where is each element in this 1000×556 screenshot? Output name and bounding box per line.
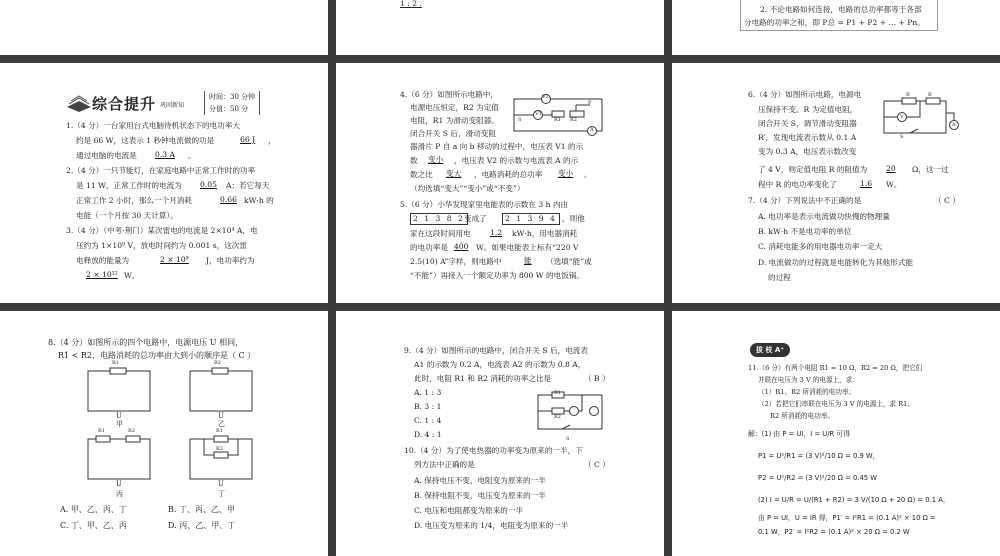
q8-text: 8.（4 分）如图所示的四个电路中，电源电压 U 相同， [48, 338, 244, 347]
q9-text: 此时，电阻 R1 和 R2 消耗的功率之比是 [414, 374, 552, 383]
label-u: U [116, 412, 122, 420]
q5-text: W。如果电能表上标有“220 V [476, 243, 579, 252]
q6-label: R′ [928, 92, 933, 98]
panel-comprehensive [0, 63, 328, 303]
q7-option: B. kW·h 不是电功率的单位 [758, 227, 852, 236]
q5-text: 的电功率是 [410, 243, 448, 252]
q2-answer: 0.66 [220, 195, 237, 204]
time-score-box [204, 91, 260, 115]
q5-text: kW·h，用电器消耗 [512, 229, 578, 238]
q5-text: ，则他 [562, 214, 585, 223]
label-u: U [218, 412, 224, 420]
q8-option: B. 丁、丙、乙、甲 [168, 505, 235, 514]
q4-label: R1 [554, 117, 561, 123]
q4-label: P [588, 100, 592, 106]
q11-text: （2）若把它们串联在电压为 3 V 的电源上，求 R1、 [758, 400, 914, 408]
q7-text: 7.（4 分）下列说法中不正确的是 [748, 196, 862, 205]
q7-option: D. 电流做功的过程就是电能转化为其他形式能 [758, 258, 913, 267]
q6-answer: 1.6 [860, 179, 873, 188]
q6-label: R [906, 92, 910, 98]
panel-q11 [672, 311, 1000, 556]
q11-text: R2 所消耗的电功率。 [770, 412, 835, 420]
solution-line: P1 = U²/R1 = (3 V)²/10 Ω = 0.9 W， [758, 452, 880, 460]
q4-text: ，电路消耗的总功率 [474, 170, 543, 179]
q4-label: V2 [542, 94, 549, 100]
q6-circuit-diagram [880, 93, 960, 141]
solution-line: 解：(1) 由 P = UI，I = U/R 可得 [748, 430, 850, 438]
q4-text: 闭合开关 S 后，滑动变阻 [410, 129, 496, 138]
q7-answer: （ C ） [934, 196, 960, 205]
q4-text: 数之比 [410, 170, 433, 179]
q9-option: A. 1 : 3 [414, 388, 442, 397]
q7-option: A. 电功率是表示电流做功快慢的物理量 [758, 212, 890, 221]
q2-text: 正常工作 2 小时，那么一个月消耗 [76, 196, 192, 205]
panel-top-middle [336, 0, 664, 55]
q6-text: 变为 0.3 A，电压表示数改变 [758, 147, 857, 156]
q3-text: 电释放的能量为 [76, 256, 130, 265]
book-icon [66, 93, 92, 113]
q9-label: R1 [554, 390, 561, 396]
q7-option: C. 消耗电能多的用电器电功率一定大 [758, 242, 883, 251]
solution-line: 由 P = UI，U = IR 得，P1′ = I²R1 = (0.1 A)² × 10 Ω = [758, 514, 936, 522]
q9-text: A1 的示数为 0.2 A，电流表 A2 的示数为 0.8 A， [414, 360, 586, 369]
q3-text: 3.（4 分）（中考·荆门）某次雷电的电流是 2×10⁴ A，电 [66, 226, 258, 235]
q3-answer: 2 × 10⁹ [160, 255, 189, 264]
answer-fragment: 1 : 2 . [400, 0, 422, 8]
q6-text: R′，发现电流表示数从 0.1 A [758, 133, 857, 142]
q1-text: 1.（4 分）一台家用台式电脑待机状态下的电功率大 [66, 121, 240, 130]
q10-option: B. 保持电阻不变，电压变为原来的一半 [414, 491, 546, 500]
q9-text: 9.（4 分）如图所示的电路中，闭合开关 S 后，电流表 [404, 346, 588, 355]
q8-circuits [80, 360, 260, 493]
q8-text: R1 < R2，电路消耗的总功率由大到小的顺序是（ C ） [58, 351, 256, 360]
label-r2: R2 [214, 360, 221, 366]
q1-text: 约是 66 W，这表示 1 秒钟电流做的功是 [76, 136, 215, 145]
q1-text: ， [268, 136, 276, 145]
q5-answer: 400 [454, 242, 469, 251]
q2-text: 2.（4 分）一只节能灯，在家庭电路中正常工作时的功率 [66, 166, 256, 175]
circuit-label-yi: 乙 [218, 420, 225, 428]
label-u: U [218, 480, 224, 488]
q3-text: W。 [124, 271, 140, 280]
q4-answer: 变小 [428, 155, 444, 164]
q4-answer: 变大 [446, 169, 462, 178]
q2-answer: 0.05 [200, 180, 217, 189]
q10-answer: （ C ） [584, 460, 610, 469]
q11-text: （1）R1、R2 所消耗的电功率； [758, 388, 856, 396]
section-subtitle: 巩固新知 [160, 102, 185, 109]
solution-line: (2) I = U/R = U/(R1 + R2) = 3 V/(10 Ω + 20 Ω) = 0.1 A， [758, 496, 950, 504]
q8-option: D. 丙、乙、甲、丁 [168, 521, 236, 530]
q6-text: 压保持不变。R 为定值电阻， [758, 105, 858, 114]
q10-text: 列方法中正确的是 [414, 460, 475, 469]
q9-option: D. 4 : 1 [414, 430, 442, 439]
q5-answer: 1.2 [490, 228, 503, 237]
q6-text: 闭合开关 S，调节滑动变阻器 [758, 119, 857, 128]
panel-q8 [0, 311, 328, 556]
score-label: 分值：50 分 [209, 105, 249, 113]
q2-text: A；若它每天 [226, 181, 270, 190]
panel-q9-q10 [336, 311, 664, 556]
solution-line: P2 = U²/R2 = (3 V)²/20 Ω = 0.45 W [758, 474, 877, 482]
q4-label: V1 [535, 111, 542, 117]
panel-top-left [0, 0, 328, 55]
circuit-label-ding: 丁 [218, 490, 225, 498]
label-r1: R1 [216, 428, 223, 434]
q6-label: V [900, 114, 904, 120]
q9-option: B. 3 : 1 [414, 402, 442, 411]
q6-text: 程中 R 的电功率变化了 [758, 180, 837, 189]
q6-label: S [900, 134, 904, 140]
time-label: 时间：30 分钟 [209, 93, 256, 101]
q7-option: 的过程 [768, 273, 791, 282]
q4-text: 4.（6 分）如图所示电路中， [400, 90, 499, 99]
q6-text: 6.（4 分）如图所示电路，电源电 [748, 90, 862, 99]
label-r1: R1 [98, 428, 105, 434]
circuit-label-bing: 丙 [116, 490, 123, 498]
q1-text: 通过电脑的电流是 [76, 151, 137, 160]
note-line: 2. 不论电路如何连接，电路的总功率都等于各部 [760, 5, 922, 14]
q6-label: A [952, 122, 956, 128]
q4-label: R2 [570, 117, 577, 123]
q4-label: A [590, 127, 594, 133]
solution-line: 0.1 W，P2′ = I²R2 = (0.1 A)² × 20 Ω = 0.2 W [758, 528, 910, 536]
q10-option: D. 电压变为原来的 1/4，电阻变为原来的一半 [414, 521, 569, 530]
q5-text: （选填“能”或 [546, 257, 592, 266]
q3-text: 压约为 1×10⁹ V，放电时间约为 0.001 s，这次雷 [76, 241, 247, 250]
panel-q6-q7 [672, 63, 1000, 303]
q1-text: 。 [188, 151, 196, 160]
note-line: 分电路的功率之和，即 P总 = P1 + P2 + … + Pn。 [744, 18, 925, 27]
q1-answer: 0.3 A [155, 150, 175, 159]
q8-option: C. 丁、甲、乙、丙 [60, 521, 127, 530]
q11-text: 11.（6 分）有两个电阻 R1 = 10 Ω，R2 = 20 Ω，把它们 [748, 364, 923, 372]
q4-text: 器滑片 P 自 a 向 b 移动的过程中，电压表 V1 的示 [410, 142, 584, 151]
panel-q4-q5 [336, 63, 664, 303]
label-u: U [116, 480, 122, 488]
q5-text: 家在这段时间用电 [410, 229, 471, 238]
q9-option: C. 1 : 4 [414, 416, 442, 425]
q2-text: 电能（一个月按 30 天计算）。 [76, 211, 178, 220]
q2-text: 是 11 W，正常工作时的电流为 [76, 181, 182, 190]
q9-label: S [566, 436, 570, 442]
q5-answer: 能 [524, 256, 532, 265]
q4-answer: 变小 [558, 169, 574, 178]
meter-reading-before: 2 1 3 8 2 [410, 213, 468, 225]
q5-text: 5.（6 分）小华发现家里电能表的示数在 3 h 内由 [400, 200, 569, 209]
q10-option: A. 保持电压不变，电阻变为原来的一半 [414, 476, 546, 485]
q9-label: R2 [554, 414, 561, 420]
label-r1: R1 [112, 360, 119, 366]
q5-text: 变成了 [464, 214, 487, 223]
q4-text: （均选填“变大”“变小”或“不变”） [410, 184, 525, 193]
q6-answer: 20 [886, 164, 896, 173]
q4-text: 数 [410, 156, 418, 165]
q8-option: A. 甲、乙、丙、丁 [60, 505, 127, 514]
q2-text: kW·h 的 [244, 196, 274, 205]
q11-text: 并联在电压为 3 V 的电源上，求： [758, 376, 859, 384]
meter-reading-after: 2 1 3 9 4 [502, 213, 560, 225]
q9-answer: （ B ） [584, 374, 610, 383]
q10-text: 10.（4 分）为了使电热器的功率变为原来的一半，下 [404, 446, 583, 455]
q4-text: 电阻，R1 为滑动变阻器。 [410, 116, 499, 125]
q9-circuit-diagram [532, 389, 612, 435]
q1-answer: 66 J [240, 135, 256, 144]
circuit-label-jia: 甲 [116, 420, 123, 428]
q4-text: ，电压表 V2 的示数与电流表 A 的示 [454, 156, 579, 165]
q4-text: 电源电压恒定，R2 为定值 [410, 103, 499, 112]
panel-top-right [672, 0, 1000, 55]
q6-text: W。 [886, 180, 902, 189]
q5-text: “不能”）再接入一个额定功率为 800 W 的电饭锅。 [410, 271, 584, 280]
q5-text: 2.5(10) A”字样，则电路中 [410, 257, 502, 266]
q6-text: Ω，这一过 [912, 165, 949, 174]
q3-answer: 2 × 10¹² [86, 270, 118, 279]
label-r2: R2 [128, 428, 135, 434]
q6-text: 了 4 V，则定值电阻 R 的阻值为 [758, 165, 868, 174]
q4-label: S [518, 117, 522, 123]
q10-option: C. 电压和电阻都变为原来的一半 [414, 506, 524, 515]
section-title: 综合提升 [92, 95, 157, 113]
q3-text: J，电功率约为 [206, 256, 255, 265]
label-r2: R2 [216, 446, 223, 452]
q4-text: 。 [584, 170, 592, 179]
section-badge: 拔 枝 A⁺ [750, 343, 790, 357]
